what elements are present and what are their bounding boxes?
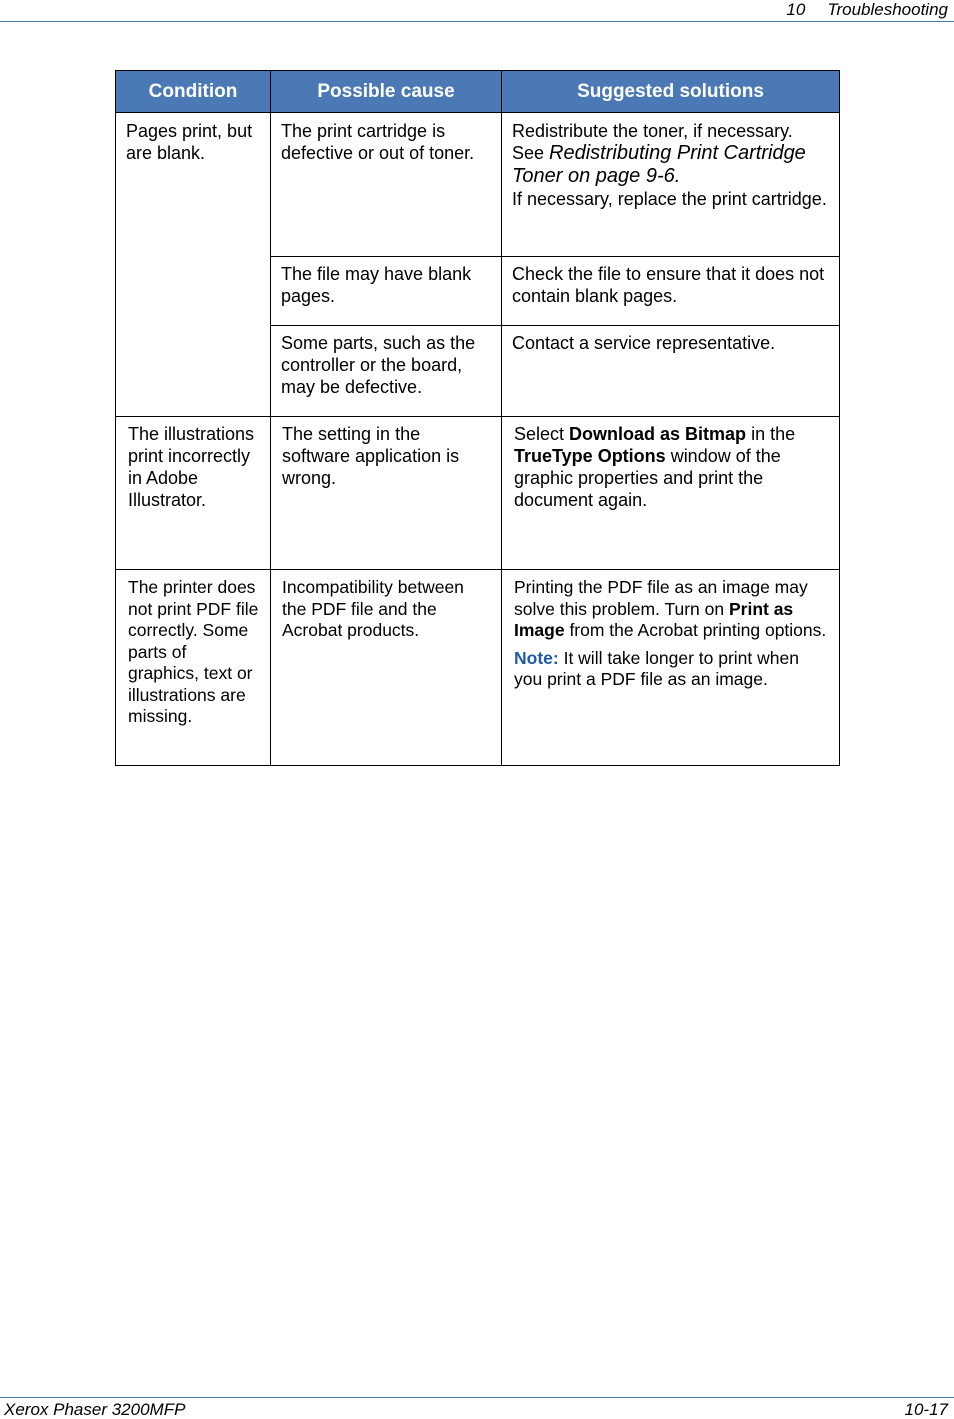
- table-row: [116, 417, 840, 570]
- note-label: Note:: [514, 647, 559, 668]
- cause-cell: [271, 570, 502, 766]
- solution-mid: in the: [746, 424, 796, 444]
- table-header-row: [116, 71, 840, 113]
- solution-cell: [502, 113, 840, 257]
- header-rule: [0, 21, 954, 22]
- footer-rule: [0, 1397, 954, 1398]
- solution-cell: [502, 570, 840, 766]
- cause-cell: [271, 257, 502, 326]
- solution-text-2: If necessary, replace the print cartridge.: [512, 189, 827, 209]
- print-as-image-term: Print as Image: [514, 598, 794, 640]
- solution-pre: Select: [514, 424, 570, 444]
- cause-text: Some parts, such as the controller or the board, may be defective.: [281, 333, 476, 397]
- solution-post: window of the graphic properties and print the document again.: [514, 446, 781, 510]
- solution-text: [514, 423, 831, 511]
- column-header-condition: Condition: [116, 71, 271, 113]
- condition-cell: [116, 570, 271, 766]
- table-row: [116, 113, 840, 257]
- page-number: 10-17: [904, 1400, 948, 1419]
- cause-cell: [271, 113, 502, 257]
- troubleshooting-table: [115, 70, 840, 766]
- see-text: See: [512, 143, 550, 163]
- solution-post: from the Acrobat printing options.: [564, 620, 827, 640]
- note: [514, 648, 831, 691]
- chapter-title: Troubleshooting: [827, 0, 948, 19]
- solution-cell: [502, 417, 840, 570]
- condition-text: The illustrations print incorrectly in Adobe Illustrator.: [128, 424, 255, 510]
- footer-product: Xerox Phaser 3200MFP: [4, 1400, 186, 1419]
- cause-text: Incompatibility between the PDF file and the Acrobat products.: [282, 577, 464, 640]
- note-text: It will take longer to print when you print a PDF file as an image.: [514, 647, 799, 689]
- cross-reference-link[interactable]: Redistributing Print Cartridge Toner on page 9-6.: [512, 142, 806, 187]
- solution-pre: Printing the PDF file as an image may solve this problem. Turn on: [514, 577, 808, 619]
- solution-text: Redistribute the toner, if necessary.: [512, 121, 793, 141]
- table-row: [116, 570, 840, 766]
- column-header-suggested-solutions: Suggested solutions: [502, 71, 840, 113]
- solution-cell: [502, 257, 840, 326]
- solution-text: [514, 577, 831, 642]
- condition-cell: [116, 417, 271, 570]
- download-as-bitmap-term: Download as Bitmap: [569, 424, 747, 444]
- solution-cell: [502, 326, 840, 417]
- truetype-options-term: TrueType Options: [514, 446, 666, 466]
- condition-text: Pages print, but are blank.: [126, 121, 253, 163]
- cause-cell: [271, 326, 502, 417]
- solution-text: Check the file to ensure that it does not contain blank pages.: [512, 264, 825, 306]
- page-header: [786, 0, 948, 20]
- cause-cell: [271, 417, 502, 570]
- cause-text: The file may have blank pages.: [281, 264, 472, 306]
- solution-text: Contact a service representative.: [512, 333, 776, 353]
- chapter-number: 10: [786, 0, 806, 19]
- cause-text: The print cartridge is defective or out of toner.: [281, 121, 475, 163]
- condition-text: The printer does not print PDF file correctly. Some parts of graphics, text or illustrations are missing.: [128, 577, 259, 726]
- condition-cell: [116, 113, 271, 417]
- column-header-possible-cause: Possible cause: [271, 71, 502, 113]
- cause-text: The setting in the software application is wrong.: [282, 424, 460, 488]
